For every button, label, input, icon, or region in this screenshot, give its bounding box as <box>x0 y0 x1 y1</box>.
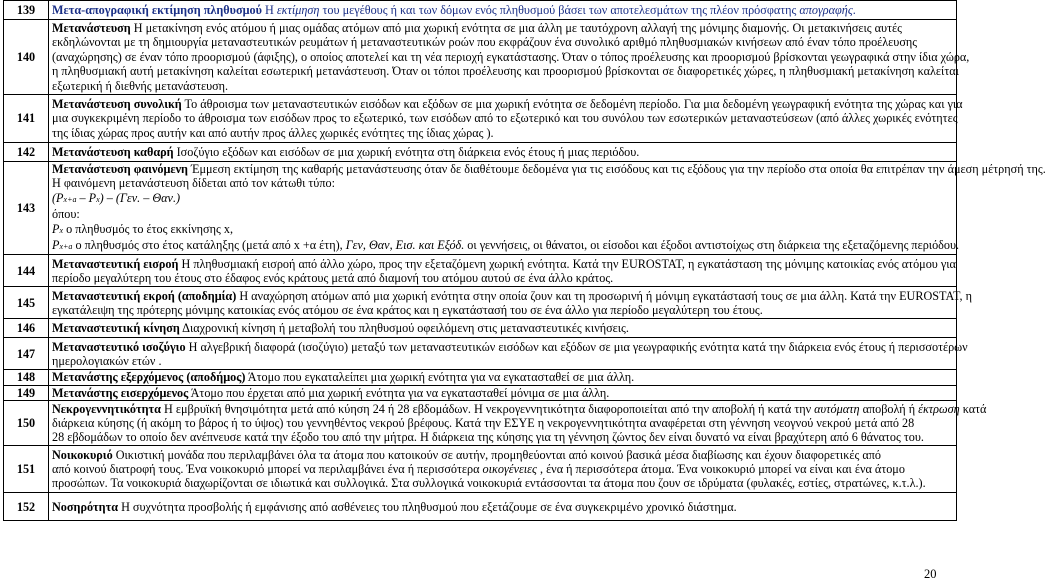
entry-definition <box>49 493 957 521</box>
definition-text: εκδηλώνονται με τη δημιουργία μεταναστευτικών ρευμάτων ή μεταναστευτικών ροών που εκφράζουν ένα συνολικό αριθμό πληθυσμιακών κινήσεων από έναν τόπο προέλευσης <box>52 35 918 50</box>
entry-definition <box>49 95 963 143</box>
entry-definition <box>49 401 987 446</box>
entry-definition <box>49 338 968 370</box>
definition-line <box>52 207 953 221</box>
definition-line <box>52 191 953 207</box>
definition-text: (P <box>52 190 64 205</box>
definition-line <box>52 288 972 303</box>
definition-text: x <box>59 225 64 235</box>
entry-number: 147 <box>4 338 49 370</box>
definition-text: η πληθυσμιακή αυτή μετακίνηση καλείται εσωτερική μετανάστευση. Όταν οι τόποι προέλευσης και προορισμού βρίσκονται σε διαφορετικές χώρες, η πληθυσμιακή μετακίνηση καλείται <box>52 64 959 79</box>
definition-line <box>52 416 953 430</box>
entry-definition <box>49 287 972 319</box>
definition-line <box>52 256 956 271</box>
definition-line <box>52 430 953 444</box>
entry-definition <box>49 143 957 162</box>
definition-text: P <box>52 221 60 236</box>
entry-term: Νοσηρότητα <box>52 499 119 514</box>
definition-line <box>52 500 953 514</box>
entry-term: Μετανάστης εξερχόμενος (αποδήμος) <box>52 370 246 385</box>
entry-number: 143 <box>4 162 49 255</box>
entry-definition <box>49 446 957 493</box>
definition-text: Άτομο που έρχεται από μια χωρική ενότητα για να εγκατασταθεί μόνιμα σε μια άλλη. <box>188 385 610 400</box>
definition-text: (αναχώρησης) σε έναν τόπο προορισμού (άφιξης), ο οποίος αποτελεί και τη νέα περιοχή εγκατάστασης. Όταν ο τόπος προέλευσης και προορισμού βρίσκονται γεωγραφικά στην ίδια χώρα, <box>52 49 970 64</box>
definition-text: διάρκεια κύησης (ή ακόμη το βάρος ή το ύψος) του γεννηθέντος νεκρού βρέφους. Κατά την ΕΣΥΕ η νεκρογεννητικότητα αναφέρεται στη γέννηση νεογνού νεκρού μετά από 28 <box>52 416 915 431</box>
entry-number: 139 <box>4 1 49 20</box>
definition-text: 28 εβδομάδων το οποίο δεν ανέπνευσε κατά την έξοδο του από την μήτρα. Η διάρκεια της κύησης για τη γέννηση ζώντος δεν είναι δυνατό να είναι βραχύτερη από 6 θάνατος του. <box>52 430 924 445</box>
definition-text: x+a <box>59 242 73 252</box>
definition-text: από κοινού διατροφή τους. Ένα νοικοκυριό μπορεί να περιλαμβάνει ένα ή περισσότερα <box>52 462 483 477</box>
entry-number: 140 <box>4 20 49 95</box>
glossary-row <box>4 338 957 370</box>
entry-number: 150 <box>4 401 49 446</box>
definition-text: . <box>852 2 856 17</box>
definition-text: ο πληθυσμός στο έτος κατάληξης (μετά από x +α έτη), <box>72 238 346 253</box>
definition-text: προσώπων. Τα νοικοκυριά διαχωρίζονται σε ιδιωτικά και συλλογικά. Στα συλλογικά νοικοκυριά εντάσσονται τα άτομα που ζουν σε ιδρύματα (φυλακές, εστίες, στρατώνες, κ.τ.λ.). <box>52 476 926 491</box>
entry-term: Μετανάστευση φαινόμενη <box>52 162 188 176</box>
definition-text: x <box>96 194 100 204</box>
definition-line <box>52 370 953 384</box>
definition-line <box>52 354 953 368</box>
entry-definition <box>49 319 957 338</box>
entry-number: 151 <box>4 446 49 493</box>
definition-text: απογραφής <box>799 2 853 17</box>
definition-text: Οικιστική μονάδα που περιλαμβάνει όλα τα άτομα που κατοικούν σε αυτήν, προμηθεύονται από κοινού βασικά μέσα διαβίωσης και έχουν διαφορετικές από <box>112 447 881 462</box>
definition-line <box>52 64 959 79</box>
glossary-row <box>4 370 957 385</box>
entry-term: Μεταναστευτική εισροή <box>52 256 179 271</box>
definition-line <box>52 111 958 126</box>
definition-line <box>52 448 953 462</box>
entry-definition <box>49 385 957 400</box>
entry-term: Μετανάστευση συνολική <box>52 96 182 111</box>
glossary-row <box>4 401 957 446</box>
entry-term: Μετανάστευση καθαρή <box>52 144 174 159</box>
definition-text: Ισοζύγιο εξόδων και εισόδων σε μια χωρική ενότητα στη διάρκεια ενός έτους ή μιας περιόδου. <box>173 144 640 159</box>
entry-definition <box>49 162 1046 255</box>
entry-definition <box>49 370 957 385</box>
definition-text: ) – (Γεν. – Θαν.) <box>99 190 181 205</box>
entry-term: Μετανάστης εισερχόμενος <box>52 385 189 400</box>
glossary-row <box>4 20 957 95</box>
definition-line <box>52 462 953 476</box>
definition-line <box>52 386 953 400</box>
definition-text: περίοδο μεγαλύτερη του έτους στο έδαφος ενός κράτους μετά από διαμονή του ατόμου αυτού σε ένα άλλο κράτος. <box>52 270 614 285</box>
definition-text: Η αλγεβρική διαφορά (ισοζύγιο) μεταξύ των μεταναστευτικών εισόδων και εξόδων σε μια γεωγραφικής ενότητα κατά την διάρκεια ενός έτους ή περισσοτέρων <box>185 339 968 354</box>
definition-line <box>52 476 953 490</box>
entry-term: Μεταναστευτική εκροή (αποδημία) <box>52 288 237 303</box>
glossary-row <box>4 95 957 143</box>
definition-line <box>52 79 953 93</box>
definition-text: , ένα ή περισσότερα άτομα. Ένα νοικοκυριό μπορεί να είναι και ένα άτομο <box>536 462 905 477</box>
glossary-row <box>4 493 957 521</box>
definition-text: Διαχρονική κίνηση ή μεταβολή του πληθυσμού οφειλόμενη στις μεταναστευτικές κινήσεις. <box>179 321 629 336</box>
definition-line <box>52 176 953 190</box>
definition-line <box>52 35 953 49</box>
glossary-row <box>4 385 957 400</box>
definition-line <box>52 222 953 238</box>
definition-text: x+a <box>63 194 77 204</box>
definition-text: Η αναχώρηση ατόμων από μια χωρική ενότητα στην οποία ζουν και τη προσωρινή ή μόνιμη εγκατάστασή τους σε μια άλλη. Κατά την EUROSTAT, η <box>236 288 972 303</box>
definition-line <box>52 401 987 416</box>
definition-text: Γεν, Θαν, Εισ. και Εξόδ. <box>345 238 465 253</box>
entry-definition <box>49 255 957 287</box>
definition-text: οι γεννήσεις, οι θάνατοι, οι είσοδοι και έξοδοι αντιστοίχως στη διάρκεια της εξεταζόμενης περιόδου. <box>464 238 960 253</box>
entry-number: 144 <box>4 255 49 287</box>
definition-text: P <box>52 238 60 253</box>
definition-line <box>52 321 953 335</box>
definition-line <box>52 238 960 254</box>
glossary-row <box>4 319 957 338</box>
definition-text: εγκατάλειψη της πρότερης μόνιμης κατοικίας ενός ατόμου σε ένα κράτος και η εγκατάστασή του σε ένα άλλο για περίοδο μεγαλύτερη του έτους. <box>52 302 763 317</box>
definition-text: μια συγκεκριμένη περίοδο το άθροισμα των εισόδων προς το εξωτερικό, των εισόδων από το εξωτερικό και του συνόλου των εσωτερικών μεταναστεύσεων (από άλλες χωρικές ενότητες <box>52 111 958 126</box>
definition-text: οικογένειες <box>482 462 537 477</box>
entry-number: 141 <box>4 95 49 143</box>
definition-text: Η εμβρυϊκή θνησιμότητα μετά από κύηση 24 ή 28 εβδομάδων. Η νεκρογεννητικότητα διαφοροποιείται από την αποβολή ή κατά την <box>160 401 815 416</box>
definition-line <box>52 162 1046 176</box>
glossary-row <box>4 287 957 319</box>
entry-number: 148 <box>4 370 49 385</box>
entry-term: Μεταναστευτικό ισοζύγιο <box>52 339 186 354</box>
definition-line <box>52 303 953 317</box>
entry-definition <box>49 20 970 95</box>
definition-text: Έμμεση εκτίμηση της καθαρής μετανάστευσης όταν δε διαθέτουμε δεδομένα για τις εισόδους και τις εξόδους για την περίοδο στα οποία θα επιτρέπαν την άμεση μέτρησή της. <box>187 162 1046 176</box>
entry-term: Μετα-απογραφική εκτίμηση πληθυσμού <box>52 2 262 17</box>
definition-text: εξωτερική ή διεθνής μετανάστευση. <box>52 78 229 93</box>
definition-text: αποβολή ή <box>859 401 919 416</box>
definition-text: όπου: <box>52 207 80 222</box>
glossary-row <box>4 255 957 287</box>
definition-line <box>52 271 953 285</box>
definition-text: Η συχνότητα προσβολής ή εμφάνισης από ασθένειες του πληθυσμού που εξετάζουμε σε ένα συγκεκριμένο χρονικό διάστημα. <box>118 499 737 514</box>
definition-text: Άτομο που εγκαταλείπει μια χωρική ενότητα για να εγκατασταθεί σε μια άλλη. <box>245 370 635 385</box>
definition-text: Η <box>261 2 277 17</box>
glossary-table <box>3 0 1046 521</box>
definition-text: αυτόματη <box>814 401 860 416</box>
definition-text: εκτίμηση <box>276 2 320 17</box>
definition-line <box>52 126 953 140</box>
entry-number: 152 <box>4 493 49 521</box>
definition-text: Η πληθυσμιακή εισροή από άλλο χώρο, προς την εξεταζόμενη χωρική ενότητα. Κατά την EUROSTAT, η εγκατάσταση της μόνιμης κατοικίας ενός ατόμου για <box>178 256 956 271</box>
entry-number: 142 <box>4 143 49 162</box>
definition-text: έκτρωση <box>918 401 960 416</box>
entry-definition <box>49 1 957 20</box>
entry-term: Νεκρογεννητικότητα <box>52 401 161 416</box>
definition-line <box>52 21 953 35</box>
definition-line <box>52 3 953 17</box>
entry-number: 145 <box>4 287 49 319</box>
entry-term: Μετανάστευση <box>52 20 131 35</box>
definition-line <box>52 145 953 159</box>
page-number: 20 <box>924 567 937 581</box>
definition-text: της ίδιας χώρας προς αυτήν και από αυτήν προς άλλες χωρικές ενότητες της ίδιας χώρας ). <box>52 125 494 140</box>
definition-text: κατά <box>959 401 987 416</box>
definition-text: – P <box>76 190 97 205</box>
definition-text: Η μετακίνηση ενός ατόμου ή μιας ομάδας ατόμων από μια χωρική ενότητα σε μια άλλη με ταυτόχρονη αλλαγή της μόνιμης διαμονής. Οι μετακινήσεις αυτές <box>130 20 902 35</box>
definition-text: Το άθροισμα των μεταναστευτικών εισόδων και εξόδων σε μια χωρική ενότητα σε δεδομένη περίοδο. Για μια δεδομένη γεωγραφική ενότητα της χώρας και για <box>181 96 963 111</box>
entry-number: 146 <box>4 319 49 338</box>
definition-text: ημερολογιακών ετών . <box>52 353 162 368</box>
glossary-body <box>4 1 1046 521</box>
definition-text: ο πληθυσμός το έτος εκκίνησης x, <box>63 221 234 236</box>
definition-text: Η φαινόμενη μετανάστευση δίδεται από τον κάτωθι τύπο: <box>52 176 335 191</box>
glossary-row <box>4 162 957 255</box>
entry-term: Νοικοκυριό <box>52 447 113 462</box>
definition-text: του μεγέθους ή και των δόμων ενός πληθυσμού βάσει των αποτελεσμάτων της πλέον πρόσφατης <box>319 2 800 17</box>
definition-line <box>52 339 968 354</box>
entry-number: 149 <box>4 385 49 400</box>
glossary-row <box>4 1 957 20</box>
definition-line <box>52 49 970 64</box>
entry-term: Μεταναστευτική κίνηση <box>52 321 180 336</box>
definition-line <box>52 96 963 111</box>
glossary-row <box>4 143 957 162</box>
glossary-row <box>4 446 957 493</box>
